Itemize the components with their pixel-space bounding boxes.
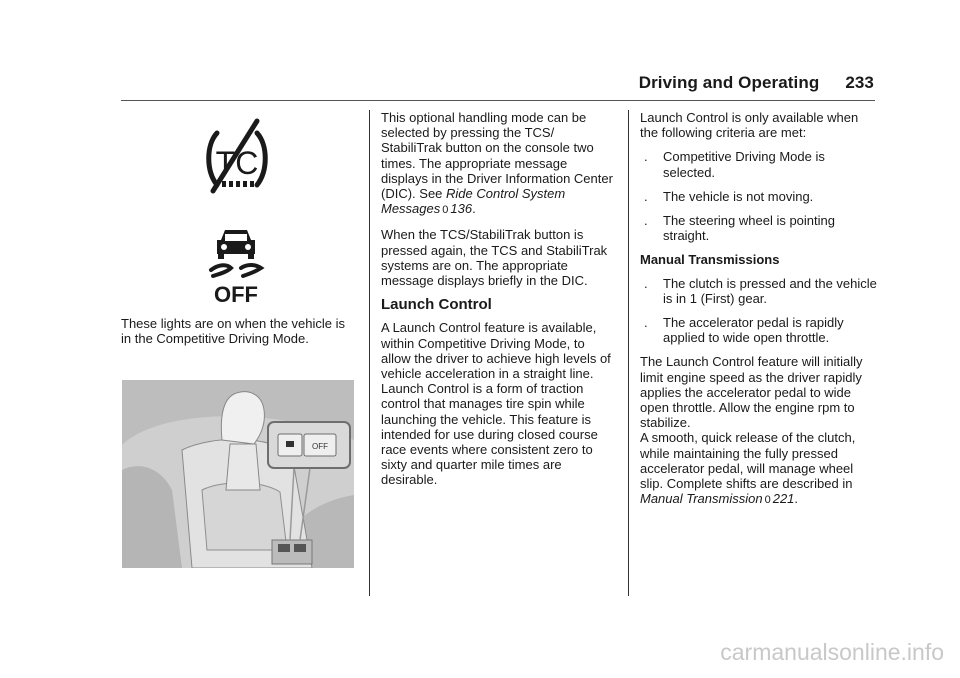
page-ref-symbol: 0 — [442, 204, 449, 217]
list-item-text: The vehicle is not moving. — [663, 188, 814, 204]
column-divider-2 — [628, 110, 629, 596]
heading-launch-control: Launch Control — [381, 296, 492, 314]
list-item — [640, 149, 878, 179]
ref-page-221[interactable]: 221 — [772, 491, 795, 507]
bullet-mark: . — [644, 188, 648, 204]
section-title: Driving and Operating — [638, 73, 820, 92]
column-middle — [381, 110, 616, 497]
console-button-label: OFF — [312, 442, 328, 451]
stabilitrak-off-icon — [205, 222, 267, 306]
page-ref-symbol: 0 — [764, 494, 771, 507]
ref-link-ride-control[interactable]: Ride Control System Messages — [381, 186, 566, 217]
watermark: carmanualsonline.info — [720, 639, 944, 665]
ref-page-136[interactable]: 136 — [450, 201, 473, 217]
bullet-mark: . — [644, 213, 648, 229]
list-item-text: The clutch is pressed and the vehicle is in 1 (First) gear. — [663, 275, 877, 306]
paragraph-engine-speed: The Launch Control feature will initially limit engine speed as the driver rapidly applies the accelerator pedal to wide open throttle. Allow the engine rpm to stabilize. — [640, 354, 863, 431]
ref-link-manual-transmission[interactable]: Manual Transmission — [640, 491, 763, 507]
paragraph-launch-control: A Launch Control feature is available, within Competitive Driving Mode, to allow the driver to achieve high levels of vehicle acceleration in a straight line. Launch Control is a form of traction control that manages tire spin while launching the vehicle. This feature is intended for use during closed course race events where consistent zero to sixty and quarter mile times are desirable. — [381, 320, 611, 488]
paragraph-text: This optional handling mode can be selected by pressing the TCS/ StabiliTrak button on the console two times. The appropriate message displays in the Driver Information Center (DIC). See — [381, 110, 613, 202]
icon-caption: These lights are on when the vehicle is in the Competitive Driving Mode. — [121, 316, 346, 347]
list-item — [640, 276, 878, 306]
console-illustration — [122, 380, 354, 568]
paragraph-criteria-intro: Launch Control is only available when the following criteria are met: — [640, 110, 859, 141]
punctuation: . — [794, 491, 799, 507]
tc-icon-label: TC — [215, 145, 259, 181]
paragraph-mode-selection — [381, 110, 616, 218]
header-rule — [121, 100, 875, 101]
page-number: 233 — [845, 73, 874, 92]
list-item — [640, 213, 878, 243]
punctuation: . — [472, 201, 476, 217]
column-divider-1 — [369, 110, 370, 596]
paragraph-text: A smooth, quick release of the clutch, while maintaining the fully pressed accelerator pedal, will manage wheel slip. Complete shifts are described in — [640, 430, 856, 492]
bullet-mark: . — [644, 149, 648, 165]
list-item-text: The accelerator pedal is rapidly applied to wide open throttle. — [663, 315, 844, 346]
column-right — [640, 110, 878, 517]
subheading-manual-transmissions: Manual Transmissions — [640, 252, 780, 268]
list-item — [640, 189, 878, 204]
traction-control-off-icon — [205, 117, 269, 195]
bullet-mark: . — [644, 315, 648, 331]
list-item — [640, 315, 878, 345]
paragraph-button-again: When the TCS/StabiliTrak button is pressed again, the TCS and StabiliTrak systems are on. The appropriate message displays briefly in the DIC. — [381, 227, 608, 289]
list-item-text: Competitive Driving Mode is selected. — [663, 149, 825, 180]
page-header — [639, 73, 874, 93]
paragraph-clutch-release — [640, 430, 878, 508]
list-item-text: The steering wheel is pointing straight. — [663, 213, 835, 244]
off-icon-label: OFF — [214, 282, 258, 306]
bullet-mark: . — [644, 275, 648, 291]
